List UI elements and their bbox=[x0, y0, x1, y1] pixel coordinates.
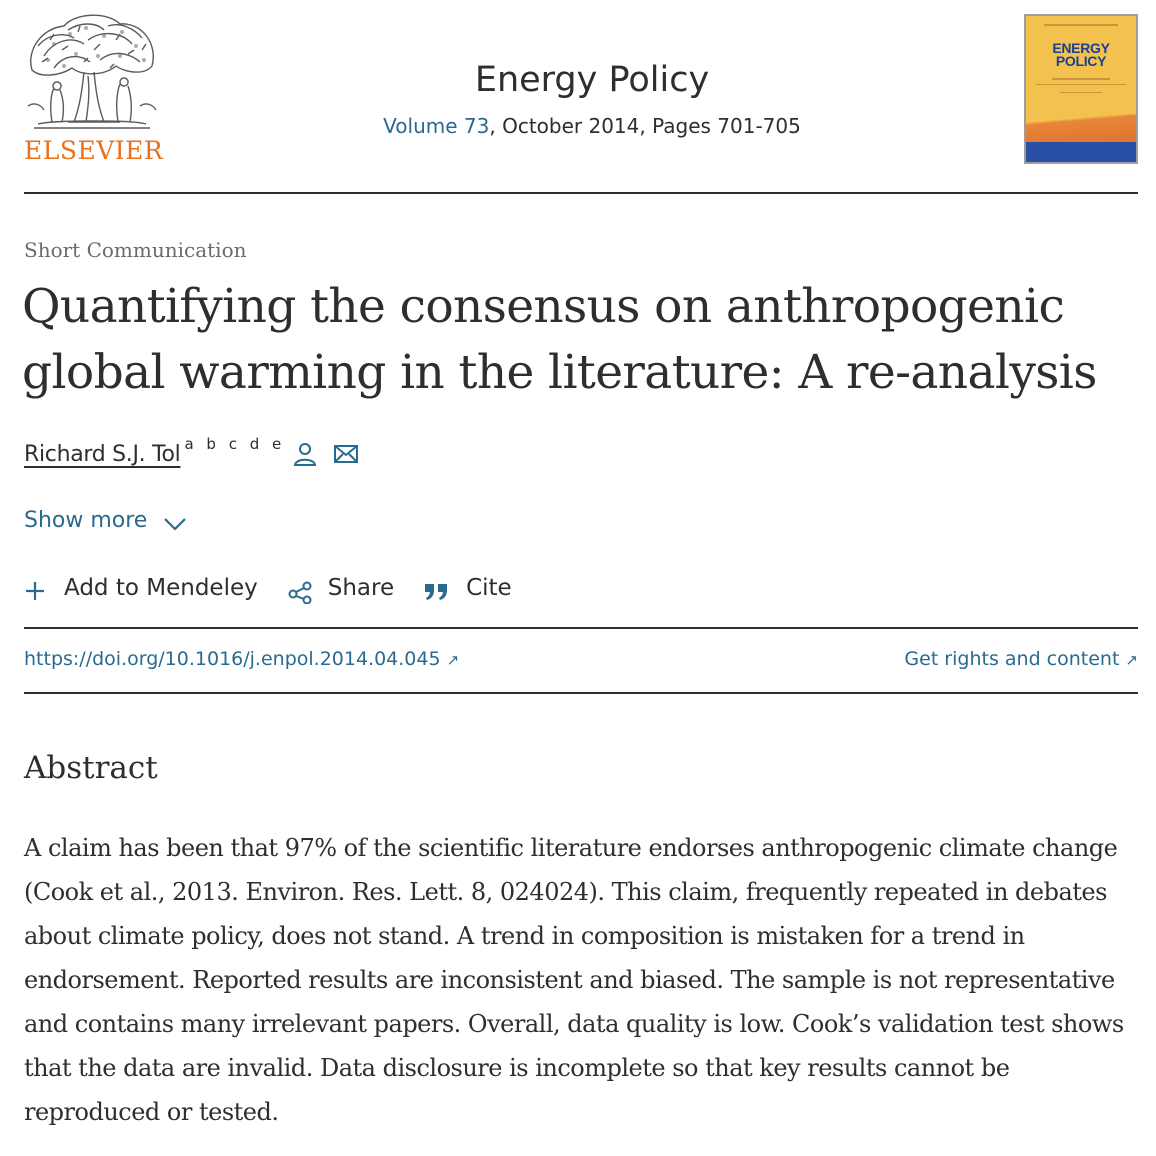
doi-row bbox=[24, 644, 1138, 674]
envelope-icon[interactable] bbox=[333, 443, 359, 465]
journal-info bbox=[264, 60, 920, 138]
quote-icon bbox=[424, 580, 450, 602]
author-list bbox=[24, 436, 359, 472]
journal-issue-info bbox=[264, 114, 920, 138]
cover-title-line-1: ENERGY bbox=[1052, 40, 1110, 56]
cover-subtitle-line-3 bbox=[1060, 92, 1102, 93]
doi-link[interactable] bbox=[24, 648, 459, 670]
share-icon bbox=[288, 578, 314, 604]
cover-orange-band bbox=[1026, 114, 1136, 142]
author-name-link[interactable]: Richard S.J. Tol bbox=[24, 441, 181, 467]
journal-header bbox=[24, 10, 1138, 165]
share-label: Share bbox=[327, 575, 395, 601]
article-type: Short Communication bbox=[24, 238, 247, 262]
show-more-label: Show more bbox=[24, 507, 148, 533]
add-to-mendeley-label: Add to Mendeley bbox=[64, 575, 258, 601]
abstract-text: A claim has been that 97% of the scientific literature endorses anthropogenic climate change (Cook et al., 2013. Environ. Res. Lett. 8, 024024). This claim, frequently repeated in debates about climate policy, does not stand. A trend in composition is mistaken for a trend in endorsement. Reported results are inconsistent and biased. The sample is not representative and contains many irrelevant papers. Overall, data quality is low. Cook’s validation test shows that the data are invalid. Data disclosure is incomplete so that key results cannot be reproduced or tested. bbox=[24, 834, 1124, 1126]
person-icon[interactable] bbox=[293, 441, 317, 467]
chevron-down-icon bbox=[161, 514, 189, 534]
cover-title-line-2: POLICY bbox=[1055, 53, 1107, 69]
abstract-heading: Abstract bbox=[24, 750, 158, 786]
cite-button[interactable] bbox=[424, 574, 512, 602]
rights-link-text: Get rights and content bbox=[904, 648, 1120, 670]
cover-blue-band bbox=[1026, 142, 1136, 162]
article-actions bbox=[24, 572, 542, 604]
plus-icon bbox=[24, 580, 46, 602]
tree-logo-icon bbox=[24, 10, 160, 134]
cover-subtitle-line bbox=[1052, 78, 1110, 80]
actions-divider bbox=[24, 627, 1138, 629]
publisher-logo[interactable] bbox=[24, 10, 164, 165]
cite-label: Cite bbox=[466, 575, 512, 601]
journal-cover-thumbnail[interactable] bbox=[1024, 14, 1138, 164]
doi-link-text: https://doi.org/10.1016/j.enpol.2014.04.045 bbox=[24, 648, 441, 670]
article-title: Quantifying the consensus on anthropogenic global warming in the literature: A re-analysis bbox=[22, 279, 1097, 400]
share-button[interactable] bbox=[288, 572, 394, 604]
doi-divider bbox=[24, 692, 1138, 694]
issue-details: , October 2014, Pages 701-705 bbox=[489, 114, 801, 138]
header-divider bbox=[24, 192, 1138, 194]
add-to-mendeley-button[interactable] bbox=[24, 574, 258, 602]
show-more-toggle[interactable] bbox=[24, 506, 189, 534]
volume-link[interactable]: Volume 73 bbox=[383, 114, 490, 138]
cover-header-line bbox=[1044, 24, 1118, 26]
external-arrow-icon: ↗ bbox=[446, 651, 460, 669]
cover-subtitle-line-2 bbox=[1036, 84, 1126, 85]
cover-title bbox=[1026, 42, 1136, 68]
journal-title-link[interactable]: Energy Policy bbox=[474, 60, 710, 100]
author-affiliations[interactable]: a b c d e bbox=[184, 435, 286, 453]
publisher-name: ELSEVIER bbox=[24, 136, 164, 165]
rights-link[interactable] bbox=[904, 648, 1138, 670]
external-arrow-icon: ↗ bbox=[1125, 651, 1138, 669]
